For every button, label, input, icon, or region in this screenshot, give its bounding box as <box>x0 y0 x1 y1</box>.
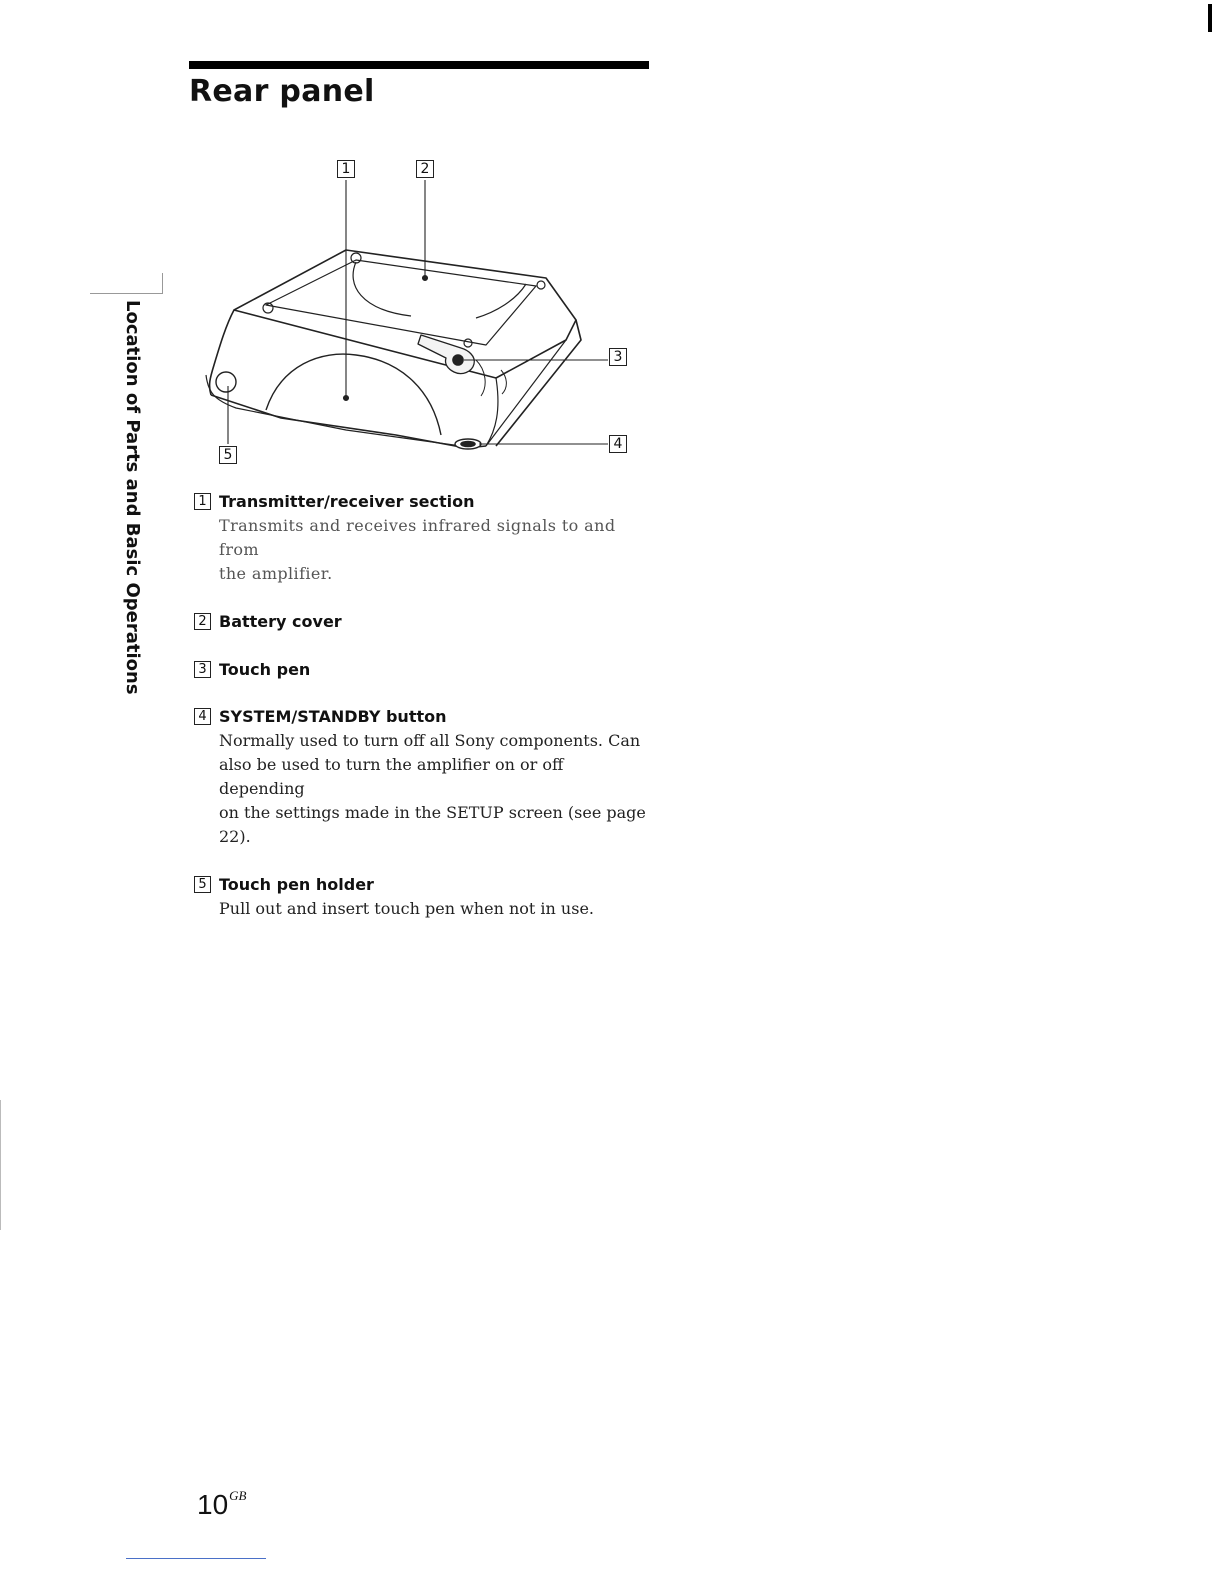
title-rule <box>189 61 649 69</box>
page-title: Rear panel <box>189 74 375 109</box>
page-number-value: 10 <box>197 1489 229 1520</box>
side-tab <box>120 300 144 695</box>
item-description-line: also be used to turn the amplifier on or off depending <box>219 755 564 798</box>
bottom-rule <box>126 1558 266 1559</box>
item-number: 3 <box>194 661 211 678</box>
item-description-line: 22). <box>219 827 251 846</box>
item-number: 5 <box>194 876 211 893</box>
list-item <box>194 610 654 634</box>
side-tab-rule <box>90 293 162 294</box>
scan-left-edge <box>0 1100 1 1230</box>
scan-edge-mark <box>1208 4 1212 32</box>
list-item <box>194 490 654 586</box>
page-number-suffix: GB <box>229 1488 247 1503</box>
item-heading: Touch pen <box>219 660 311 679</box>
item-heading: Transmitter/receiver section <box>219 492 475 511</box>
item-description-line: Normally used to turn off all Sony components. Can <box>219 731 641 750</box>
callout-3: 3 <box>609 348 627 366</box>
item-description-line: the amplifier. <box>219 564 333 583</box>
list-item <box>194 873 654 921</box>
item-number: 1 <box>194 493 211 510</box>
side-tab-rule-vertical <box>162 273 163 294</box>
callout-5: 5 <box>219 446 237 464</box>
item-number: 2 <box>194 613 211 630</box>
callout-2: 2 <box>416 160 434 178</box>
side-tab-label: Location of Parts and Basic Operations <box>122 300 143 695</box>
item-description-line: Transmits and receives infrared signals to and from <box>219 516 616 559</box>
item-heading: Touch pen holder <box>219 875 374 894</box>
page-number <box>197 1488 247 1521</box>
parts-list <box>194 490 654 921</box>
callout-4: 4 <box>609 435 627 453</box>
item-description-line: on the settings made in the SETUP screen (see page <box>219 803 646 822</box>
rear-panel-diagram <box>196 150 646 470</box>
item-heading: SYSTEM/STANDBY button <box>219 707 447 726</box>
item-description-line: Pull out and insert touch pen when not in use. <box>219 899 594 918</box>
device-illustration <box>196 150 646 470</box>
list-item <box>194 705 654 849</box>
item-number: 4 <box>194 708 211 725</box>
list-item <box>194 658 654 682</box>
callout-1: 1 <box>337 160 355 178</box>
item-heading: Battery cover <box>219 612 342 631</box>
